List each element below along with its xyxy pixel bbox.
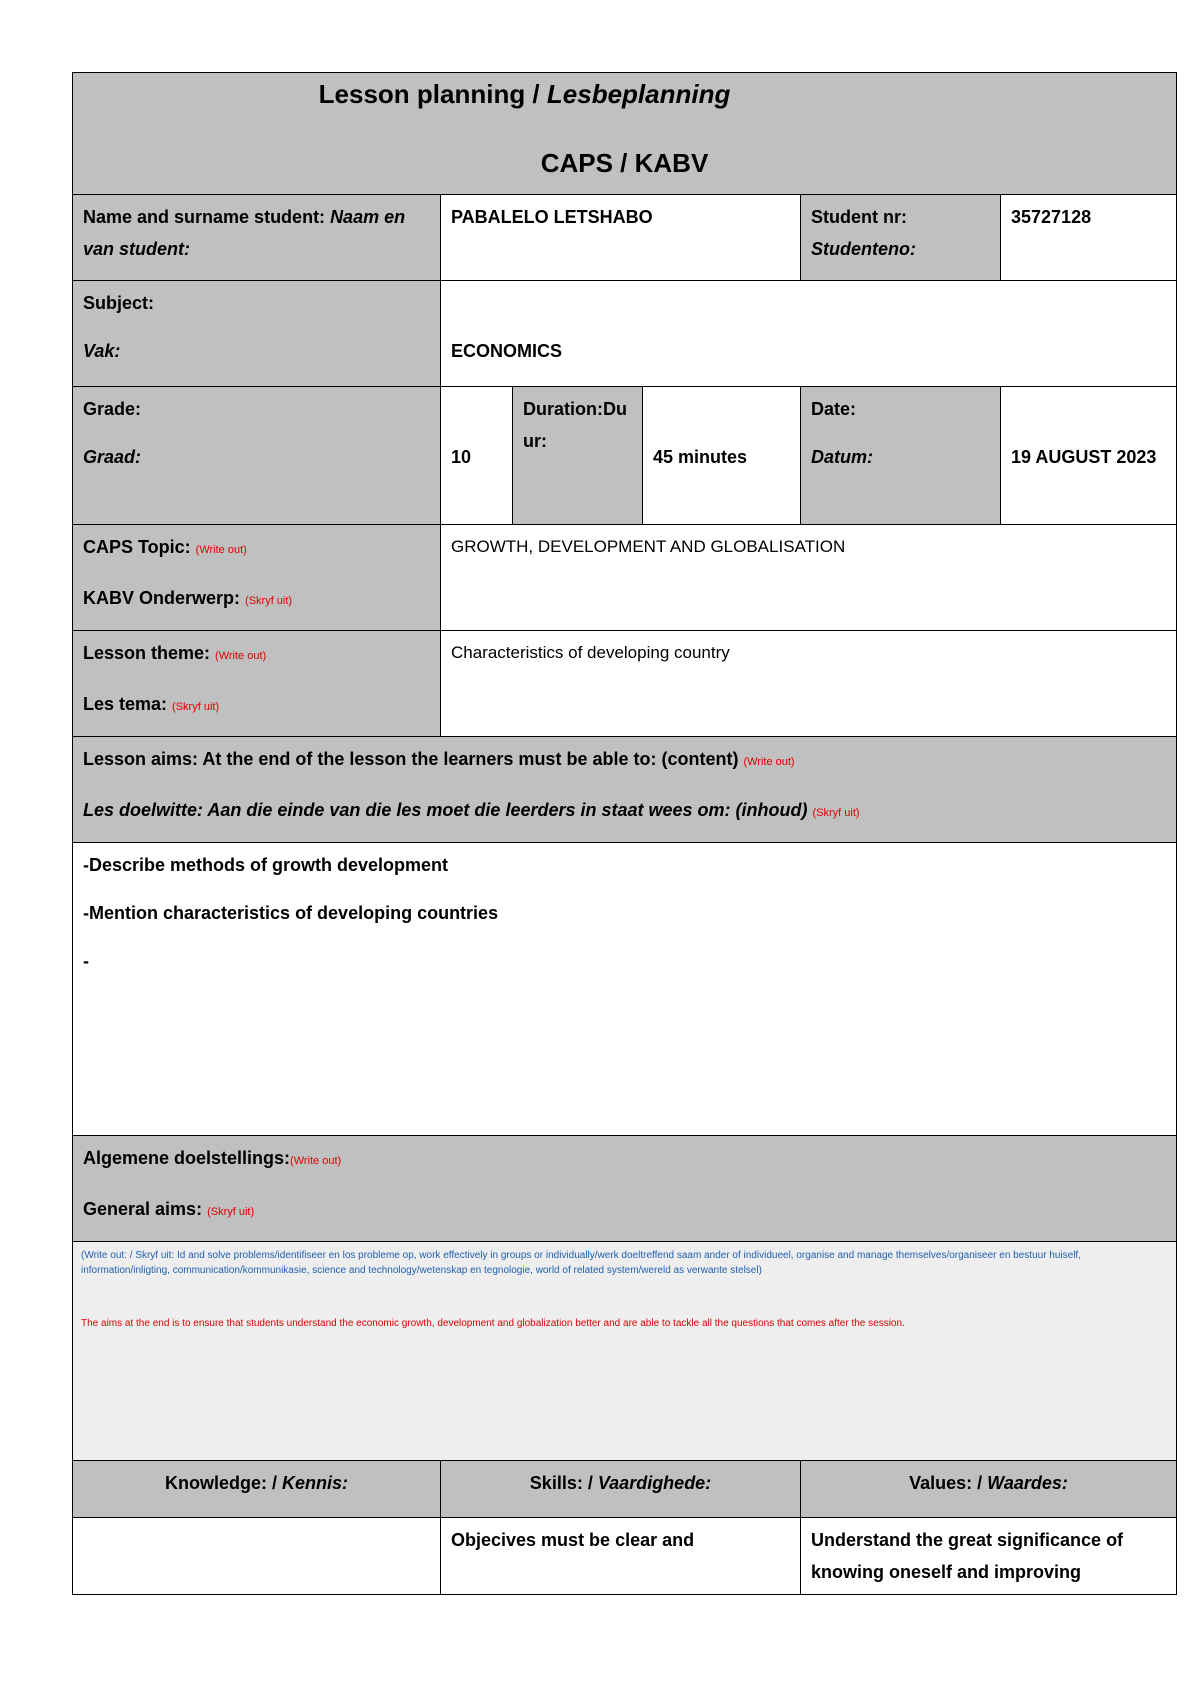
skills-value: Objecives must be clear and	[441, 1518, 801, 1595]
aims-item: -	[83, 951, 89, 971]
general-aims-answer: The aims at the end is to ensure that students understand the economic growth, development and globalization better and are able to tackle all the questions that comes after the session.	[81, 1318, 905, 1329]
grade-label: Grade: Graad:	[73, 387, 441, 525]
general-aims-body-row	[73, 1242, 1177, 1461]
grade-value: 10	[441, 387, 513, 525]
kvs-values-row	[73, 1518, 1177, 1595]
theme-row	[73, 631, 1177, 737]
aims-item: -Mention characteristics of developing countries	[83, 903, 499, 923]
lesson-plan-table	[72, 72, 1177, 1595]
general-aims-body	[73, 1242, 1177, 1461]
general-aims-instructions: (Write out: / Skryf uit: Id and solve problems/identifiseer en los probleme op, work effectively in groups or individually/werk doeltreffend saam ander of individueel, organise and manage themselves/organiseer en bestuur huiself, information/inligting, communication/kommunikasie, science and technology/wetenskap en tegnologie, world of related system/wereld as verwante stelsel)	[81, 1250, 1081, 1276]
name-value: PABALELO LETSHABO	[441, 195, 801, 281]
student-nr-value: 35727128	[1001, 195, 1177, 281]
student-nr-label: Student nr: Studenteno:	[801, 195, 1001, 281]
values-value: Understand the great significance of knowing oneself and improving	[801, 1518, 1177, 1595]
lesson-plan-page	[72, 72, 1176, 1595]
subject-row	[73, 281, 1177, 387]
topic-label: CAPS Topic: (Write out) KABV Onderwerp: (Skryf uit)	[73, 525, 441, 631]
title-cell	[73, 73, 1177, 195]
knowledge-label: Knowledge: / Kennis:	[73, 1461, 441, 1518]
subject-value: ECONOMICS	[441, 281, 1177, 387]
general-aims-label: Algemene doelstellings:(Write out) General aims: (Skryf uit)	[73, 1136, 1177, 1242]
skills-label: Skills: / Vaardighede:	[441, 1461, 801, 1518]
student-row	[73, 195, 1177, 281]
aims-list	[73, 843, 1177, 1136]
aims-item: -Describe methods of growth development	[83, 855, 449, 875]
theme-label: Lesson theme: (Write out) Les tema: (Skryf uit)	[73, 631, 441, 737]
date-value: 19 AUGUST 2023	[1001, 387, 1177, 525]
date-label: Date: Datum:	[801, 387, 1001, 525]
duration-label: Duration:Duur:	[513, 387, 643, 525]
aims-header-row	[73, 737, 1177, 843]
topic-value: GROWTH, DEVELOPMENT AND GLOBALISATION	[441, 525, 1177, 631]
aims-body-row	[73, 843, 1177, 1136]
grade-row	[73, 387, 1177, 525]
aims-label: Lesson aims: At the end of the lesson the learners must be able to: (content) (Write out) Les doelwitte: Aan die einde van die les moet die leerders in staat wees om: (inhoud) (Skryf uit)	[73, 737, 1177, 843]
name-label: Name and surname student: Naam en van student:	[73, 195, 441, 281]
general-aims-row	[73, 1136, 1177, 1242]
knowledge-value	[73, 1518, 441, 1595]
subject-label: Subject: Vak:	[73, 281, 441, 387]
page-subtitle: CAPS / KABV	[540, 148, 709, 178]
title-row	[73, 73, 1177, 195]
kvs-header-row	[73, 1461, 1177, 1518]
duration-value: 45 minutes	[643, 387, 801, 525]
page-title: Lesson planning / Lesbeplanning	[318, 79, 731, 109]
topic-row	[73, 525, 1177, 631]
theme-value: Characteristics of developing country	[441, 631, 1177, 737]
values-label: Values: / Waardes:	[801, 1461, 1177, 1518]
